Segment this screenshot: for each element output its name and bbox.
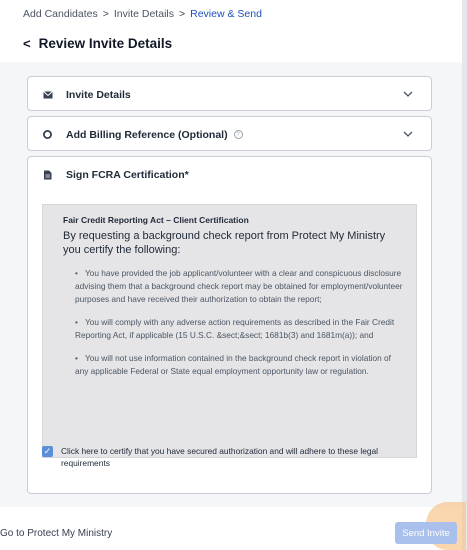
breadcrumb-invite-details[interactable]: Invite Details: [113, 8, 174, 20]
breadcrumb-separator: >: [102, 8, 109, 20]
accordion-header[interactable]: [28, 77, 431, 112]
certify-checkbox[interactable]: ✓: [43, 446, 52, 456]
accordion-invite-details[interactable]: [27, 76, 432, 111]
certify-checkbox-row[interactable]: [42, 445, 412, 469]
accordion-label: Invite Details: [66, 88, 131, 101]
breadcrumb-add-candidates[interactable]: Add Candidates: [23, 8, 98, 20]
review-panel: [0, 62, 462, 507]
accordion-fcra-certification: [27, 156, 432, 494]
info-icon[interactable]: ?: [234, 130, 243, 139]
certification-intro: By requesting a background check report from Protect My Ministry you certify the following:: [63, 230, 386, 256]
send-invite-button[interactable]: Send Invite: [395, 522, 457, 544]
breadcrumb: [23, 8, 262, 20]
right-edge-strip: [462, 0, 467, 550]
accordion-label: Sign FCRA Certification*: [66, 168, 189, 181]
chevron-down-icon[interactable]: [403, 89, 413, 100]
certify-checkbox-label[interactable]: Click here to certify that you have secured authorization and will adhere to these legal requirements: [61, 446, 379, 468]
go-to-protect-my-ministry-link[interactable]: Go to Protect My Ministry: [0, 528, 113, 539]
certification-text-box: [42, 204, 417, 458]
breadcrumb-review-send: Review & Send: [190, 8, 262, 20]
page-title-text: Review Invite Details: [38, 36, 173, 51]
certification-bullet: • You will comply with any adverse action requirements as described in the Fair Credit Reporting Act, if applicable (15 U.S.C. &sect;&sect; 1681b(3) and 1681m(a)); and: [75, 317, 395, 340]
accordion-header[interactable]: [28, 157, 431, 192]
envelope-icon: [43, 91, 57, 99]
certification-bullet: • You will not use information contained in the background check report in violation of any applicable Federal or State equal employment opportunity law or regulation.: [75, 353, 391, 376]
accordion-label: Add Billing Reference (Optional): [66, 128, 228, 141]
accordion-billing-reference[interactable]: [27, 116, 432, 151]
certification-title: Fair Credit Reporting Act – Client Certification: [63, 215, 249, 225]
bullet-dot: •: [75, 317, 78, 327]
breadcrumb-separator: >: [178, 8, 186, 20]
accordion-header[interactable]: [28, 117, 431, 152]
certification-bullet: • You have provided the job applicant/volunteer with a clear and conspicuous disclosure advising them that a background check report may be obtained for employment/volunteer purposes and have received their authorization to obtain the report;: [75, 268, 403, 304]
document-icon: [43, 170, 57, 180]
bullet-dot: •: [75, 353, 78, 363]
bullet-dot: •: [75, 268, 78, 278]
page-title: [23, 36, 172, 51]
back-chevron-icon[interactable]: <: [23, 36, 31, 51]
chevron-down-icon[interactable]: [403, 129, 413, 140]
circle-icon: [43, 130, 57, 139]
